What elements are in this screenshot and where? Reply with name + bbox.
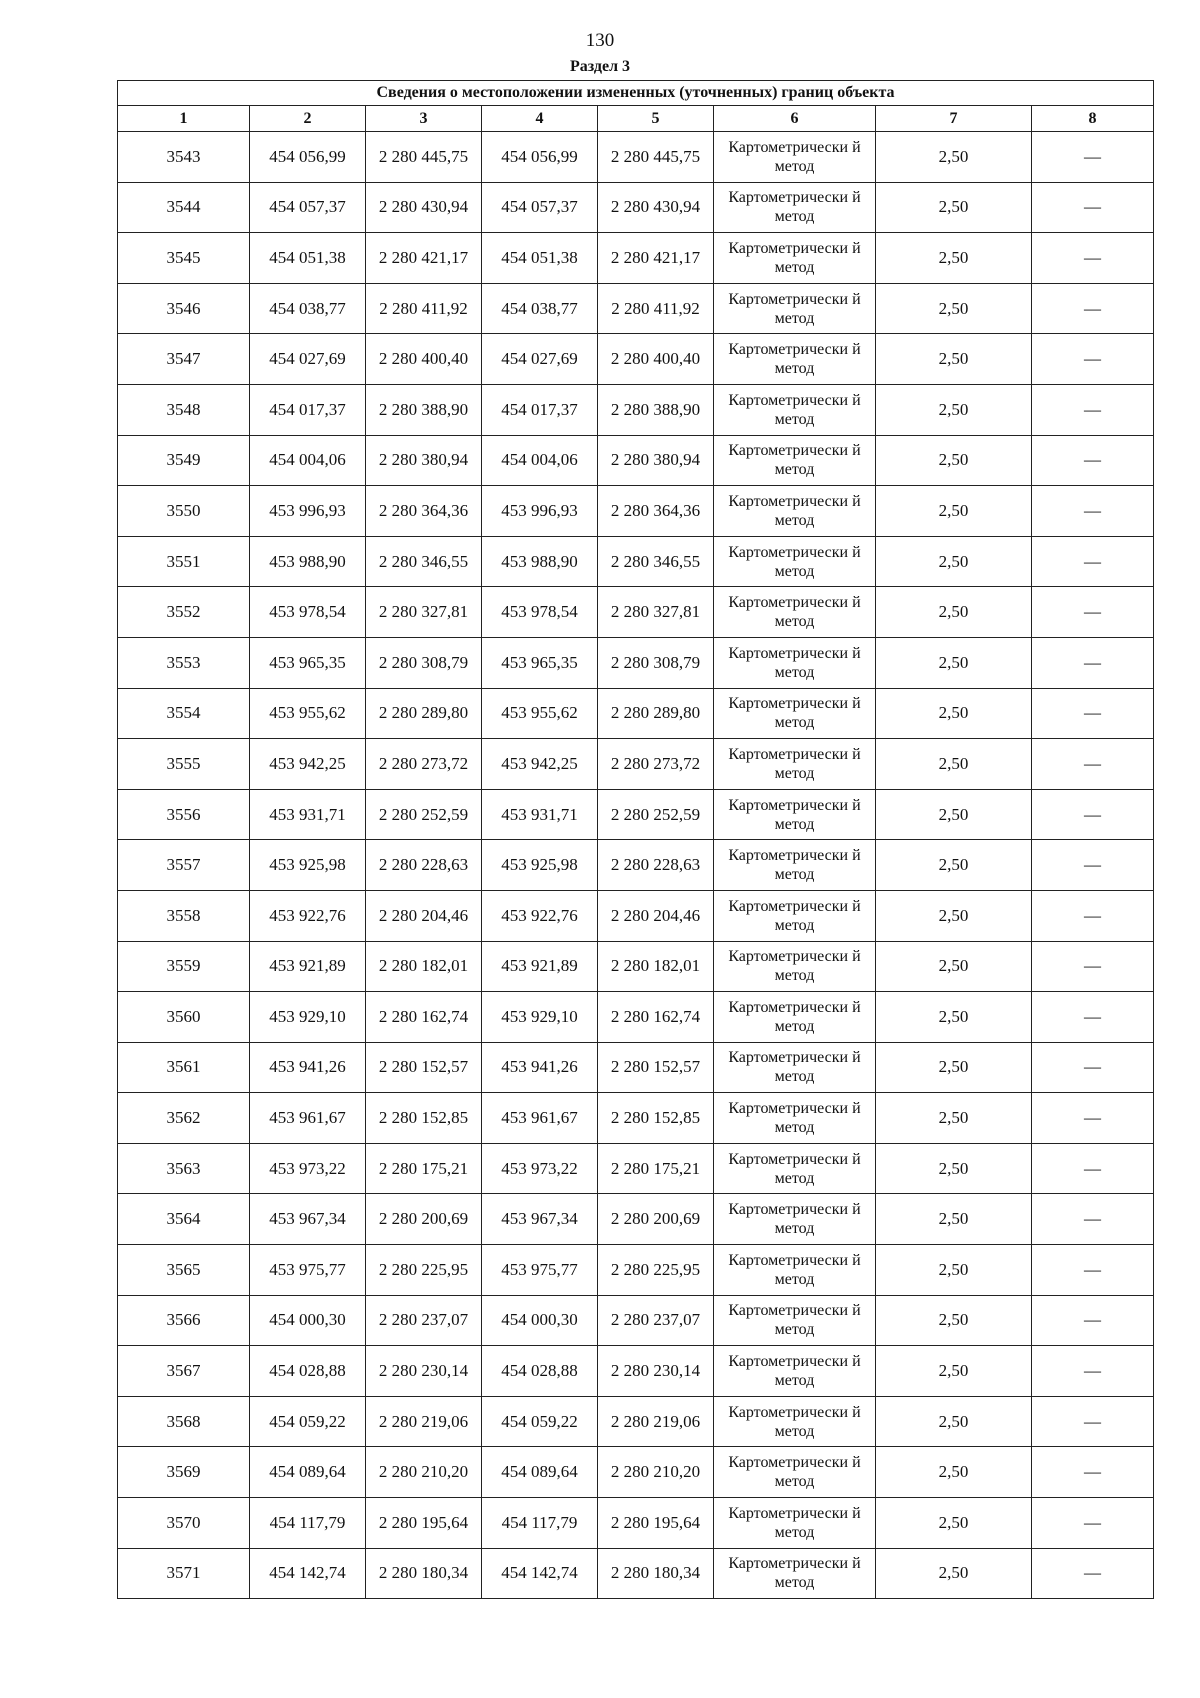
cell-point-number: 3550 xyxy=(118,486,250,537)
table-body xyxy=(118,132,1154,1599)
cell-x-coordinate-new: 453 941,26 xyxy=(482,1042,598,1093)
table-row xyxy=(118,283,1154,334)
cell-method: Картометрически й метод xyxy=(714,992,876,1043)
cell-y-coordinate: 2 280 411,92 xyxy=(366,283,482,334)
cell-y-coordinate: 2 280 219,06 xyxy=(366,1396,482,1447)
column-header-6: 6 xyxy=(714,106,876,132)
column-header-1: 1 xyxy=(118,106,250,132)
cell-y-coordinate: 2 280 252,59 xyxy=(366,789,482,840)
table-row xyxy=(118,132,1154,183)
cell-x-coordinate-new: 454 038,77 xyxy=(482,283,598,334)
cell-y-coordinate: 2 280 445,75 xyxy=(366,132,482,183)
cell-point-number: 3564 xyxy=(118,1194,250,1245)
cell-note: — xyxy=(1032,1042,1154,1093)
cell-x-coordinate-new: 454 028,88 xyxy=(482,1346,598,1397)
table-row xyxy=(118,1143,1154,1194)
table-row xyxy=(118,789,1154,840)
table-row xyxy=(118,1042,1154,1093)
cell-y-coordinate: 2 280 308,79 xyxy=(366,637,482,688)
cell-x-coordinate: 453 996,93 xyxy=(250,486,366,537)
cell-y-coordinate: 2 280 230,14 xyxy=(366,1346,482,1397)
table-caption: Сведения о местоположении измененных (уточненных) границ объекта xyxy=(118,81,1154,106)
column-header-8: 8 xyxy=(1032,106,1154,132)
cell-x-coordinate: 454 117,79 xyxy=(250,1498,366,1549)
table-row xyxy=(118,233,1154,284)
cell-point-number: 3561 xyxy=(118,1042,250,1093)
table-row xyxy=(118,182,1154,233)
cell-point-number: 3557 xyxy=(118,840,250,891)
cell-y-coordinate-new: 2 280 327,81 xyxy=(598,587,714,638)
cell-accuracy: 2,50 xyxy=(876,890,1032,941)
table-row xyxy=(118,1194,1154,1245)
cell-x-coordinate-new: 454 004,06 xyxy=(482,435,598,486)
cell-point-number: 3551 xyxy=(118,536,250,587)
cell-x-coordinate-new: 453 921,89 xyxy=(482,941,598,992)
cell-note: — xyxy=(1032,182,1154,233)
cell-x-coordinate: 454 017,37 xyxy=(250,384,366,435)
cell-y-coordinate: 2 280 152,57 xyxy=(366,1042,482,1093)
column-header-2: 2 xyxy=(250,106,366,132)
cell-x-coordinate-new: 453 931,71 xyxy=(482,789,598,840)
cell-x-coordinate: 454 056,99 xyxy=(250,132,366,183)
section-title: Раздел 3 xyxy=(569,58,631,75)
cell-note: — xyxy=(1032,1548,1154,1599)
cell-y-coordinate-new: 2 280 411,92 xyxy=(598,283,714,334)
cell-accuracy: 2,50 xyxy=(876,435,1032,486)
cell-note: — xyxy=(1032,132,1154,183)
cell-x-coordinate-new: 453 996,93 xyxy=(482,486,598,537)
cell-note: — xyxy=(1032,789,1154,840)
cell-x-coordinate: 453 922,76 xyxy=(250,890,366,941)
cell-x-coordinate-new: 454 117,79 xyxy=(482,1498,598,1549)
cell-y-coordinate: 2 280 182,01 xyxy=(366,941,482,992)
cell-note: — xyxy=(1032,587,1154,638)
cell-accuracy: 2,50 xyxy=(876,132,1032,183)
cell-y-coordinate-new: 2 280 180,34 xyxy=(598,1548,714,1599)
cell-method: Картометрически й метод xyxy=(714,384,876,435)
cell-x-coordinate: 453 925,98 xyxy=(250,840,366,891)
cell-x-coordinate-new: 454 000,30 xyxy=(482,1295,598,1346)
cell-x-coordinate: 453 988,90 xyxy=(250,536,366,587)
cell-y-coordinate-new: 2 280 210,20 xyxy=(598,1447,714,1498)
cell-accuracy: 2,50 xyxy=(876,840,1032,891)
cell-y-coordinate: 2 280 200,69 xyxy=(366,1194,482,1245)
cell-y-coordinate: 2 280 380,94 xyxy=(366,435,482,486)
cell-note: — xyxy=(1032,384,1154,435)
cell-x-coordinate: 454 057,37 xyxy=(250,182,366,233)
cell-y-coordinate: 2 280 430,94 xyxy=(366,182,482,233)
table-row xyxy=(118,941,1154,992)
cell-x-coordinate: 453 978,54 xyxy=(250,587,366,638)
cell-note: — xyxy=(1032,739,1154,790)
cell-method: Картометрически й метод xyxy=(714,587,876,638)
table-row xyxy=(118,1498,1154,1549)
cell-accuracy: 2,50 xyxy=(876,1346,1032,1397)
cell-x-coordinate-new: 453 925,98 xyxy=(482,840,598,891)
cell-method: Картометрически й метод xyxy=(714,789,876,840)
cell-point-number: 3565 xyxy=(118,1245,250,1296)
cell-y-coordinate: 2 280 152,85 xyxy=(366,1093,482,1144)
cell-method: Картометрически й метод xyxy=(714,1346,876,1397)
cell-x-coordinate: 453 929,10 xyxy=(250,992,366,1043)
cell-x-coordinate: 453 941,26 xyxy=(250,1042,366,1093)
cell-x-coordinate: 454 089,64 xyxy=(250,1447,366,1498)
cell-x-coordinate: 454 059,22 xyxy=(250,1396,366,1447)
cell-y-coordinate-new: 2 280 162,74 xyxy=(598,992,714,1043)
cell-x-coordinate-new: 454 089,64 xyxy=(482,1447,598,1498)
cell-y-coordinate: 2 280 225,95 xyxy=(366,1245,482,1296)
table-row xyxy=(118,587,1154,638)
cell-x-coordinate: 454 038,77 xyxy=(250,283,366,334)
cell-y-coordinate-new: 2 280 289,80 xyxy=(598,688,714,739)
cell-x-coordinate: 453 961,67 xyxy=(250,1093,366,1144)
cell-accuracy: 2,50 xyxy=(876,1295,1032,1346)
cell-y-coordinate-new: 2 280 204,46 xyxy=(598,890,714,941)
cell-method: Картометрически й метод xyxy=(714,1194,876,1245)
cell-x-coordinate-new: 453 978,54 xyxy=(482,587,598,638)
cell-x-coordinate: 454 027,69 xyxy=(250,334,366,385)
cell-method: Картометрически й метод xyxy=(714,1447,876,1498)
cell-accuracy: 2,50 xyxy=(876,182,1032,233)
cell-point-number: 3546 xyxy=(118,283,250,334)
cell-y-coordinate-new: 2 280 346,55 xyxy=(598,536,714,587)
cell-point-number: 3543 xyxy=(118,132,250,183)
cell-accuracy: 2,50 xyxy=(876,1245,1032,1296)
cell-y-coordinate-new: 2 280 225,95 xyxy=(598,1245,714,1296)
cell-note: — xyxy=(1032,1194,1154,1245)
cell-point-number: 3548 xyxy=(118,384,250,435)
cell-note: — xyxy=(1032,1346,1154,1397)
cell-method: Картометрически й метод xyxy=(714,435,876,486)
cell-method: Картометрически й метод xyxy=(714,739,876,790)
cell-y-coordinate-new: 2 280 445,75 xyxy=(598,132,714,183)
cell-method: Картометрически й метод xyxy=(714,132,876,183)
cell-method: Картометрически й метод xyxy=(714,1498,876,1549)
cell-point-number: 3555 xyxy=(118,739,250,790)
cell-accuracy: 2,50 xyxy=(876,283,1032,334)
cell-accuracy: 2,50 xyxy=(876,941,1032,992)
cell-accuracy: 2,50 xyxy=(876,1042,1032,1093)
cell-accuracy: 2,50 xyxy=(876,992,1032,1043)
cell-y-coordinate-new: 2 280 400,40 xyxy=(598,334,714,385)
cell-point-number: 3547 xyxy=(118,334,250,385)
cell-x-coordinate: 453 921,89 xyxy=(250,941,366,992)
table-row xyxy=(118,1346,1154,1397)
cell-x-coordinate: 454 004,06 xyxy=(250,435,366,486)
cell-method: Картометрически й метод xyxy=(714,334,876,385)
cell-method: Картометрически й метод xyxy=(714,1295,876,1346)
cell-x-coordinate-new: 453 965,35 xyxy=(482,637,598,688)
cell-y-coordinate: 2 280 162,74 xyxy=(366,992,482,1043)
cell-point-number: 3549 xyxy=(118,435,250,486)
cell-method: Картометрически й метод xyxy=(714,536,876,587)
cell-method: Картометрически й метод xyxy=(714,283,876,334)
cell-y-coordinate-new: 2 280 273,72 xyxy=(598,739,714,790)
cell-point-number: 3567 xyxy=(118,1346,250,1397)
cell-point-number: 3562 xyxy=(118,1093,250,1144)
cell-x-coordinate: 454 028,88 xyxy=(250,1346,366,1397)
cell-y-coordinate: 2 280 195,64 xyxy=(366,1498,482,1549)
table-row xyxy=(118,1245,1154,1296)
table-row xyxy=(118,688,1154,739)
table-row xyxy=(118,384,1154,435)
cell-y-coordinate: 2 280 388,90 xyxy=(366,384,482,435)
cell-method: Картометрически й метод xyxy=(714,1093,876,1144)
column-header-3: 3 xyxy=(366,106,482,132)
table-row xyxy=(118,486,1154,537)
cell-x-coordinate: 454 051,38 xyxy=(250,233,366,284)
cell-method: Картометрически й метод xyxy=(714,890,876,941)
cell-y-coordinate-new: 2 280 152,85 xyxy=(598,1093,714,1144)
coordinates-table xyxy=(117,80,1154,1599)
cell-method: Картометрически й метод xyxy=(714,486,876,537)
cell-x-coordinate: 454 142,74 xyxy=(250,1548,366,1599)
cell-point-number: 3553 xyxy=(118,637,250,688)
cell-y-coordinate-new: 2 280 421,17 xyxy=(598,233,714,284)
cell-x-coordinate: 454 000,30 xyxy=(250,1295,366,1346)
cell-point-number: 3571 xyxy=(118,1548,250,1599)
cell-note: — xyxy=(1032,486,1154,537)
cell-x-coordinate: 453 931,71 xyxy=(250,789,366,840)
cell-note: — xyxy=(1032,435,1154,486)
table-row xyxy=(118,1447,1154,1498)
cell-x-coordinate-new: 453 967,34 xyxy=(482,1194,598,1245)
cell-x-coordinate-new: 453 961,67 xyxy=(482,1093,598,1144)
cell-note: — xyxy=(1032,1143,1154,1194)
cell-method: Картометрически й метод xyxy=(714,1396,876,1447)
cell-y-coordinate-new: 2 280 200,69 xyxy=(598,1194,714,1245)
cell-y-coordinate: 2 280 289,80 xyxy=(366,688,482,739)
cell-x-coordinate: 453 965,35 xyxy=(250,637,366,688)
cell-y-coordinate-new: 2 280 430,94 xyxy=(598,182,714,233)
cell-note: — xyxy=(1032,1396,1154,1447)
cell-accuracy: 2,50 xyxy=(876,688,1032,739)
cell-note: — xyxy=(1032,233,1154,284)
table-row xyxy=(118,435,1154,486)
cell-x-coordinate-new: 453 973,22 xyxy=(482,1143,598,1194)
table-row xyxy=(118,637,1154,688)
cell-accuracy: 2,50 xyxy=(876,739,1032,790)
column-header-row xyxy=(118,106,1154,132)
table-row xyxy=(118,1093,1154,1144)
cell-method: Картометрически й метод xyxy=(714,182,876,233)
cell-x-coordinate-new: 453 942,25 xyxy=(482,739,598,790)
cell-note: — xyxy=(1032,1295,1154,1346)
cell-point-number: 3552 xyxy=(118,587,250,638)
column-header-4: 4 xyxy=(482,106,598,132)
column-header-7: 7 xyxy=(876,106,1032,132)
table-row xyxy=(118,840,1154,891)
cell-accuracy: 2,50 xyxy=(876,233,1032,284)
cell-method: Картометрически й метод xyxy=(714,840,876,891)
cell-accuracy: 2,50 xyxy=(876,1498,1032,1549)
cell-y-coordinate-new: 2 280 182,01 xyxy=(598,941,714,992)
cell-method: Картометрически й метод xyxy=(714,233,876,284)
cell-point-number: 3544 xyxy=(118,182,250,233)
cell-note: — xyxy=(1032,283,1154,334)
table-row xyxy=(118,890,1154,941)
cell-x-coordinate-new: 454 027,69 xyxy=(482,334,598,385)
cell-y-coordinate-new: 2 280 219,06 xyxy=(598,1396,714,1447)
cell-y-coordinate-new: 2 280 152,57 xyxy=(598,1042,714,1093)
cell-x-coordinate-new: 453 922,76 xyxy=(482,890,598,941)
cell-x-coordinate-new: 453 929,10 xyxy=(482,992,598,1043)
cell-method: Картометрически й метод xyxy=(714,688,876,739)
cell-y-coordinate: 2 280 273,72 xyxy=(366,739,482,790)
cell-accuracy: 2,50 xyxy=(876,536,1032,587)
cell-y-coordinate: 2 280 421,17 xyxy=(366,233,482,284)
cell-point-number: 3559 xyxy=(118,941,250,992)
cell-accuracy: 2,50 xyxy=(876,384,1032,435)
cell-note: — xyxy=(1032,637,1154,688)
cell-accuracy: 2,50 xyxy=(876,1093,1032,1144)
cell-accuracy: 2,50 xyxy=(876,1396,1032,1447)
cell-point-number: 3554 xyxy=(118,688,250,739)
cell-accuracy: 2,50 xyxy=(876,1194,1032,1245)
cell-x-coordinate-new: 453 975,77 xyxy=(482,1245,598,1296)
cell-x-coordinate-new: 454 051,38 xyxy=(482,233,598,284)
cell-method: Картометрически й метод xyxy=(714,941,876,992)
table-row xyxy=(118,1396,1154,1447)
cell-y-coordinate: 2 280 400,40 xyxy=(366,334,482,385)
cell-y-coordinate: 2 280 364,36 xyxy=(366,486,482,537)
table-row xyxy=(118,992,1154,1043)
table-row xyxy=(118,1295,1154,1346)
cell-y-coordinate-new: 2 280 380,94 xyxy=(598,435,714,486)
cell-accuracy: 2,50 xyxy=(876,486,1032,537)
table-row xyxy=(118,536,1154,587)
cell-accuracy: 2,50 xyxy=(876,789,1032,840)
cell-x-coordinate: 453 955,62 xyxy=(250,688,366,739)
cell-point-number: 3545 xyxy=(118,233,250,284)
cell-accuracy: 2,50 xyxy=(876,334,1032,385)
cell-x-coordinate-new: 453 988,90 xyxy=(482,536,598,587)
cell-accuracy: 2,50 xyxy=(876,1447,1032,1498)
cell-y-coordinate: 2 280 237,07 xyxy=(366,1295,482,1346)
cell-note: — xyxy=(1032,941,1154,992)
cell-point-number: 3563 xyxy=(118,1143,250,1194)
cell-accuracy: 2,50 xyxy=(876,1548,1032,1599)
column-header-5: 5 xyxy=(598,106,714,132)
cell-y-coordinate: 2 280 210,20 xyxy=(366,1447,482,1498)
cell-x-coordinate-new: 454 017,37 xyxy=(482,384,598,435)
cell-accuracy: 2,50 xyxy=(876,637,1032,688)
cell-y-coordinate-new: 2 280 195,64 xyxy=(598,1498,714,1549)
cell-y-coordinate-new: 2 280 237,07 xyxy=(598,1295,714,1346)
cell-y-coordinate: 2 280 180,34 xyxy=(366,1548,482,1599)
cell-note: — xyxy=(1032,1245,1154,1296)
cell-x-coordinate-new: 454 056,99 xyxy=(482,132,598,183)
cell-method: Картометрически й метод xyxy=(714,1245,876,1296)
cell-method: Картометрически й метод xyxy=(714,1143,876,1194)
cell-y-coordinate-new: 2 280 230,14 xyxy=(598,1346,714,1397)
cell-y-coordinate-new: 2 280 308,79 xyxy=(598,637,714,688)
cell-point-number: 3570 xyxy=(118,1498,250,1549)
cell-point-number: 3566 xyxy=(118,1295,250,1346)
cell-x-coordinate-new: 454 059,22 xyxy=(482,1396,598,1447)
cell-method: Картометрически й метод xyxy=(714,637,876,688)
cell-point-number: 3556 xyxy=(118,789,250,840)
cell-note: — xyxy=(1032,890,1154,941)
cell-x-coordinate: 453 967,34 xyxy=(250,1194,366,1245)
cell-note: — xyxy=(1032,992,1154,1043)
cell-point-number: 3569 xyxy=(118,1447,250,1498)
cell-y-coordinate-new: 2 280 252,59 xyxy=(598,789,714,840)
cell-accuracy: 2,50 xyxy=(876,587,1032,638)
cell-x-coordinate-new: 454 057,37 xyxy=(482,182,598,233)
cell-note: — xyxy=(1032,1093,1154,1144)
cell-note: — xyxy=(1032,536,1154,587)
table-row xyxy=(118,1548,1154,1599)
page-number: 130 xyxy=(585,30,615,51)
cell-note: — xyxy=(1032,1498,1154,1549)
cell-note: — xyxy=(1032,334,1154,385)
cell-x-coordinate: 453 942,25 xyxy=(250,739,366,790)
cell-point-number: 3560 xyxy=(118,992,250,1043)
cell-x-coordinate-new: 453 955,62 xyxy=(482,688,598,739)
cell-y-coordinate: 2 280 346,55 xyxy=(366,536,482,587)
cell-y-coordinate: 2 280 175,21 xyxy=(366,1143,482,1194)
table-row xyxy=(118,334,1154,385)
cell-point-number: 3558 xyxy=(118,890,250,941)
cell-y-coordinate-new: 2 280 364,36 xyxy=(598,486,714,537)
cell-method: Картометрически й метод xyxy=(714,1548,876,1599)
cell-x-coordinate-new: 454 142,74 xyxy=(482,1548,598,1599)
table-row xyxy=(118,739,1154,790)
cell-point-number: 3568 xyxy=(118,1396,250,1447)
cell-y-coordinate-new: 2 280 228,63 xyxy=(598,840,714,891)
cell-y-coordinate: 2 280 228,63 xyxy=(366,840,482,891)
cell-method: Картометрически й метод xyxy=(714,1042,876,1093)
cell-note: — xyxy=(1032,840,1154,891)
cell-accuracy: 2,50 xyxy=(876,1143,1032,1194)
cell-y-coordinate-new: 2 280 388,90 xyxy=(598,384,714,435)
cell-x-coordinate: 453 973,22 xyxy=(250,1143,366,1194)
cell-x-coordinate: 453 975,77 xyxy=(250,1245,366,1296)
cell-y-coordinate: 2 280 204,46 xyxy=(366,890,482,941)
cell-y-coordinate: 2 280 327,81 xyxy=(366,587,482,638)
cell-note: — xyxy=(1032,688,1154,739)
cell-note: — xyxy=(1032,1447,1154,1498)
cell-y-coordinate-new: 2 280 175,21 xyxy=(598,1143,714,1194)
